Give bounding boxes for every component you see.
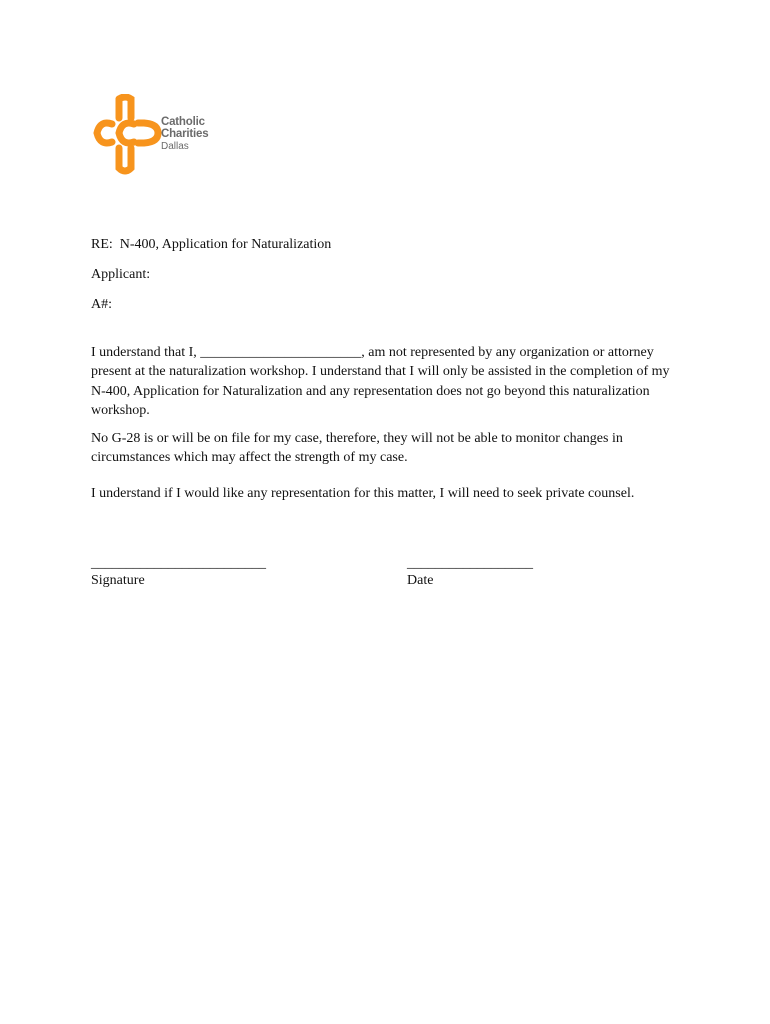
signature-label: Signature xyxy=(91,573,145,588)
logo-wordmark xyxy=(161,116,208,153)
re-line: RE: N-400, Application for Naturalization xyxy=(91,237,332,252)
date-line: __________________ xyxy=(407,556,533,571)
date-label: Date xyxy=(407,573,434,588)
paragraph-representation: I understand that I, _______________________, am not represented by any organization or attorney present at the naturalization workshop. I understand that I will only be assisted in the completion of my N-400, Application for Naturalization and any representation does not go beyond this naturalization workshop. xyxy=(91,345,670,418)
paragraph-private-counsel: I understand if I would like any representation for this matter, I will need to seek private counsel. xyxy=(91,486,635,501)
signature-line: _________________________ xyxy=(91,556,266,571)
logo-line-dallas: Dallas xyxy=(161,141,189,152)
logo-line-catholic: Catholic xyxy=(161,116,205,128)
applicant-label: Applicant: xyxy=(91,267,151,282)
logo-line-charities: Charities xyxy=(161,128,209,140)
paragraph-g28: No G-28 is or will be on file for my case, therefore, they will not be able to monitor changes in circumstances which may affect the strength of my case. xyxy=(91,431,623,466)
a-number-label: A#: xyxy=(91,297,112,312)
